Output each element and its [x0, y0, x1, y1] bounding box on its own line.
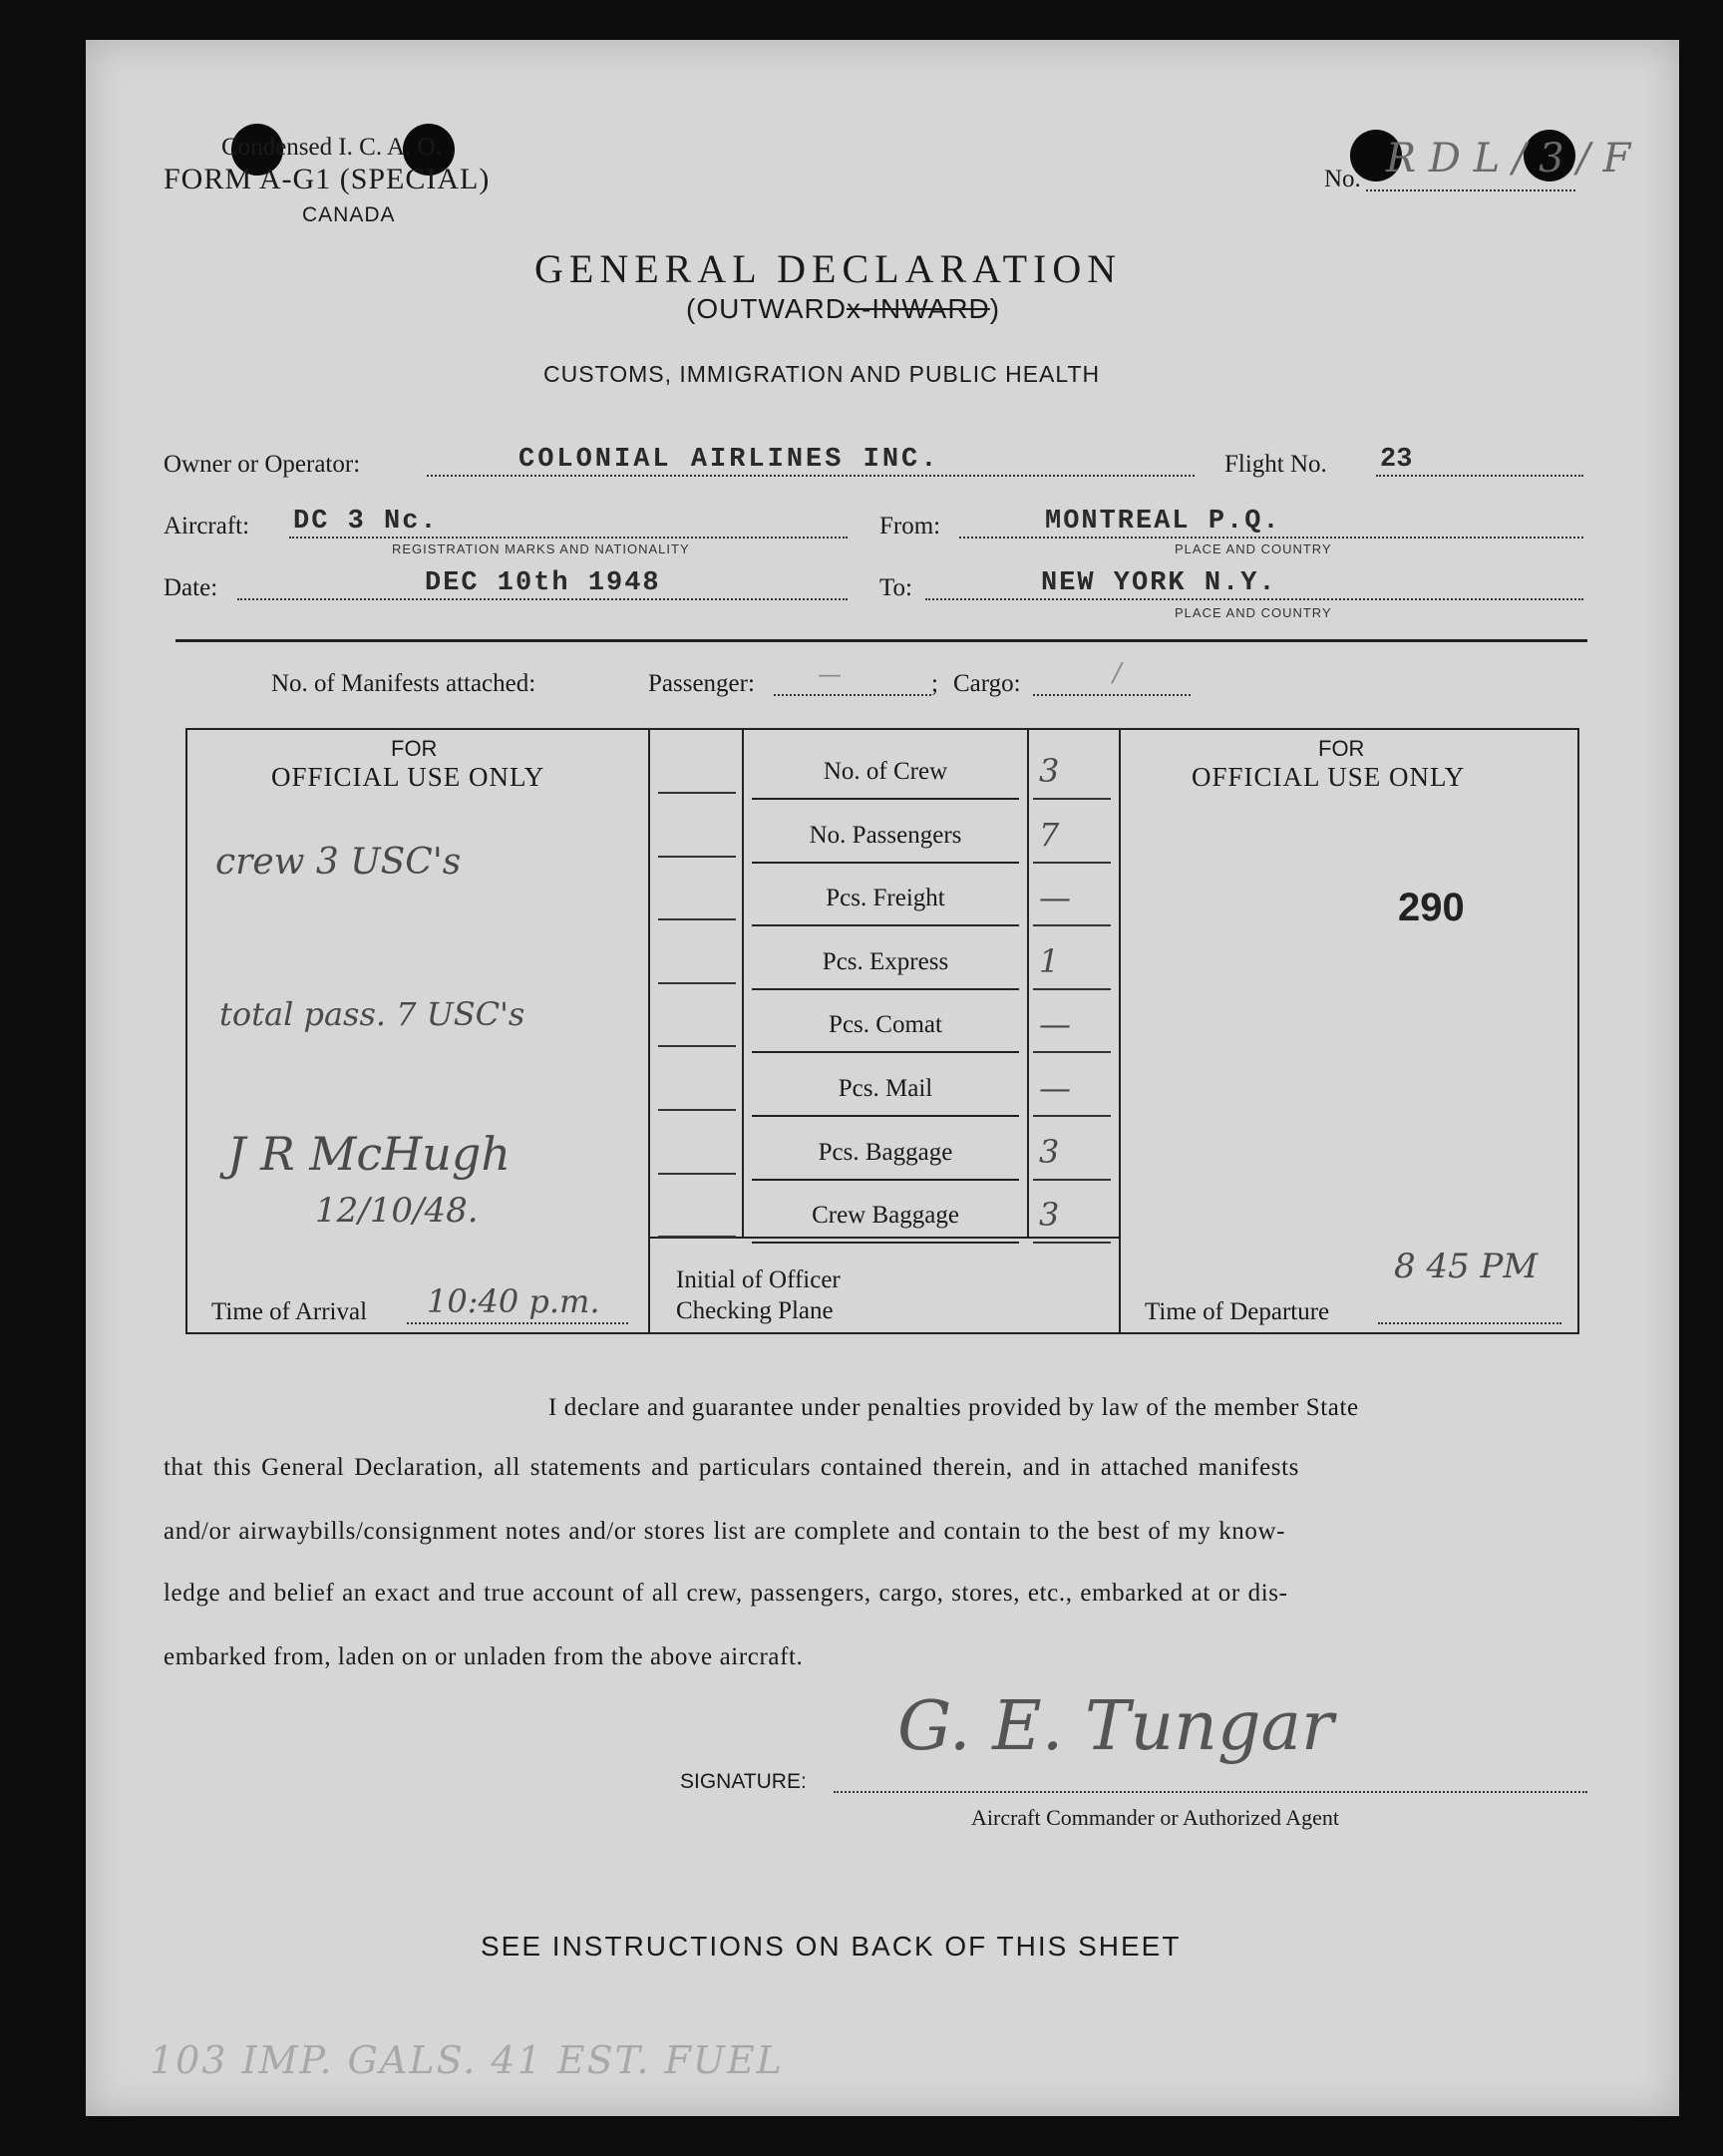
flight-line	[1376, 475, 1583, 477]
dash-mark	[658, 1236, 736, 1238]
instructions-footer: SEE INSTRUCTIONS ON BACK OF THIS SHEET	[481, 1931, 1182, 1962]
owner-line	[427, 475, 1195, 477]
value-dash	[1033, 862, 1111, 864]
row-underline	[752, 1051, 1019, 1053]
from-caption: PLACE AND COUNTRY	[1175, 541, 1332, 556]
initial-label-2: Checking Plane	[676, 1297, 834, 1324]
table-divider-3	[1027, 728, 1029, 1237]
cargo-manifest-value: /	[1113, 658, 1122, 688]
dash-mark	[658, 856, 736, 858]
crew-note: crew 3 USC's	[215, 842, 462, 883]
signature-value: G. E. Tungar	[897, 1687, 1334, 1766]
row-label: Crew Baggage	[812, 1202, 959, 1229]
direction-inward-struck: x-INWARD	[846, 293, 990, 324]
arrival-value: 10:40 p.m.	[427, 1282, 600, 1320]
aircraft-label: Aircraft:	[164, 513, 250, 539]
doc-no-line	[1366, 189, 1575, 191]
from-label: From:	[879, 513, 941, 539]
departure-label: Time of Departure	[1145, 1298, 1330, 1325]
declaration-line-4: ledge and belief an exact and true account of all crew, passengers, cargo, stores, etc., embarked at or dis-	[164, 1580, 1288, 1607]
page-title: GENERAL DECLARATION	[534, 246, 1123, 291]
row-underline	[752, 798, 1019, 800]
row-value: 3	[1039, 1133, 1060, 1171]
cargo-manifest-line	[1033, 694, 1191, 696]
officer-date: 12/10/48.	[315, 1191, 479, 1231]
to-label: To:	[879, 574, 912, 601]
row-value: 1	[1039, 942, 1060, 980]
aircraft-caption: REGISTRATION MARKS AND NATIONALITY	[392, 541, 690, 556]
flight-value: 23	[1380, 445, 1413, 475]
row-label: Pcs. Comat	[829, 1011, 942, 1038]
signature-caption: Aircraft Commander or Authorized Agent	[971, 1805, 1340, 1830]
doc-no-label: No.	[1324, 166, 1361, 192]
value-dash	[1033, 1051, 1111, 1053]
right-for-label: FOR	[1318, 736, 1365, 761]
stamp-number: 290	[1398, 886, 1465, 929]
value-dash	[1033, 924, 1111, 926]
officer-signature: J R McHugh	[227, 1127, 511, 1181]
row-value: 3	[1039, 752, 1060, 790]
form-condensed-label: Condensed I. C. A. O.	[221, 134, 442, 161]
date-value: DEC 10th 1948	[425, 568, 661, 598]
to-caption: PLACE AND COUNTRY	[1175, 605, 1332, 620]
signature-line	[834, 1791, 1587, 1793]
form-number-label: FORM A-G1 (SPECIAL)	[164, 163, 491, 195]
dash-mark	[658, 1109, 736, 1111]
from-value: MONTREAL P.Q.	[1045, 507, 1281, 537]
owner-label: Owner or Operator:	[164, 451, 361, 478]
value-dash	[1033, 1179, 1111, 1181]
departure-line	[1378, 1322, 1561, 1324]
row-label: No. of Crew	[823, 758, 948, 785]
passenger-manifest-label: Passenger:	[648, 670, 755, 697]
row-label: Pcs. Mail	[838, 1075, 933, 1102]
doc-no-value: R D L / 3 / F	[1386, 136, 1631, 181]
direction-line	[686, 293, 1000, 325]
manifest-separator: ;	[931, 670, 938, 697]
direction-close: )	[989, 293, 1001, 324]
row-value: 3	[1039, 1196, 1060, 1234]
value-dash	[1033, 988, 1111, 990]
row-underline	[752, 1115, 1019, 1117]
declaration-line-1: I declare and guarantee under penalties provided by law of the member State	[548, 1394, 1359, 1421]
row-value: —	[1039, 1069, 1071, 1107]
row-underline	[752, 862, 1019, 864]
date-line	[237, 598, 848, 600]
dash-mark	[658, 982, 736, 984]
passenger-note: total pass. 7 USC's	[219, 995, 525, 1033]
passenger-manifest-value: —	[818, 660, 842, 688]
row-label: Pcs. Freight	[826, 885, 945, 911]
header-rule	[175, 639, 1587, 642]
aircraft-line	[289, 537, 848, 539]
row-underline	[752, 1242, 1019, 1244]
row-value: —	[1039, 1005, 1071, 1043]
arrival-label: Time of Arrival	[211, 1298, 368, 1325]
row-label: No. Passengers	[809, 822, 962, 849]
table-divider-2	[742, 728, 744, 1237]
table-divider-4	[1119, 728, 1121, 1332]
aircraft-value: DC 3 Nc.	[293, 507, 439, 537]
passenger-manifest-line	[774, 694, 931, 696]
row-label: Pcs. Express	[822, 948, 949, 975]
arrival-line	[407, 1322, 628, 1324]
dash-mark	[658, 1045, 736, 1047]
dash-mark	[658, 918, 736, 920]
declaration-line-3: and/or airwaybills/consignment notes and/or stores list are complete and contain to the best of my know-	[164, 1518, 1286, 1545]
manifests-label: No. of Manifests attached:	[271, 670, 536, 697]
table-divider-1	[648, 728, 650, 1332]
signature-label: SIGNATURE:	[680, 1770, 807, 1793]
left-official-label: OFFICIAL USE ONLY	[271, 762, 545, 792]
date-label: Date:	[164, 574, 218, 601]
declaration-line-2: that this General Declaration, all statements and particulars contained therein, and in attached manifests	[164, 1454, 1300, 1481]
value-dash	[1033, 1115, 1111, 1117]
flight-label: Flight No.	[1224, 451, 1327, 478]
row-value: —	[1039, 879, 1071, 916]
row-underline	[752, 1179, 1019, 1181]
value-dash	[1033, 798, 1111, 800]
departure-value: 8 45 PM	[1394, 1247, 1539, 1286]
row-label: Pcs. Baggage	[818, 1139, 953, 1166]
cargo-manifest-label: Cargo:	[953, 670, 1021, 697]
row-value: 7	[1039, 816, 1060, 854]
row-underline	[752, 988, 1019, 990]
right-official-label: OFFICIAL USE ONLY	[1192, 762, 1466, 792]
owner-value: COLONIAL AIRLINES INC.	[518, 445, 940, 475]
left-for-label: FOR	[391, 736, 438, 761]
dash-mark	[658, 792, 736, 794]
dash-mark	[658, 1173, 736, 1175]
form-country: CANADA	[302, 203, 396, 226]
pencil-note: 103 IMP. GALS. 41 EST. FUEL	[150, 2038, 784, 2082]
from-line	[959, 537, 1583, 539]
direction-outward: (OUTWARD	[686, 293, 847, 324]
row-underline	[752, 924, 1019, 926]
to-value: NEW YORK N.Y.	[1041, 568, 1277, 598]
page-subtitle: CUSTOMS, IMMIGRATION AND PUBLIC HEALTH	[543, 361, 1101, 387]
declaration-line-5: embarked from, laden on or unladen from the above aircraft.	[164, 1643, 804, 1670]
value-dash	[1033, 1242, 1111, 1244]
to-line	[925, 598, 1583, 600]
initial-label-1: Initial of Officer	[676, 1266, 841, 1293]
